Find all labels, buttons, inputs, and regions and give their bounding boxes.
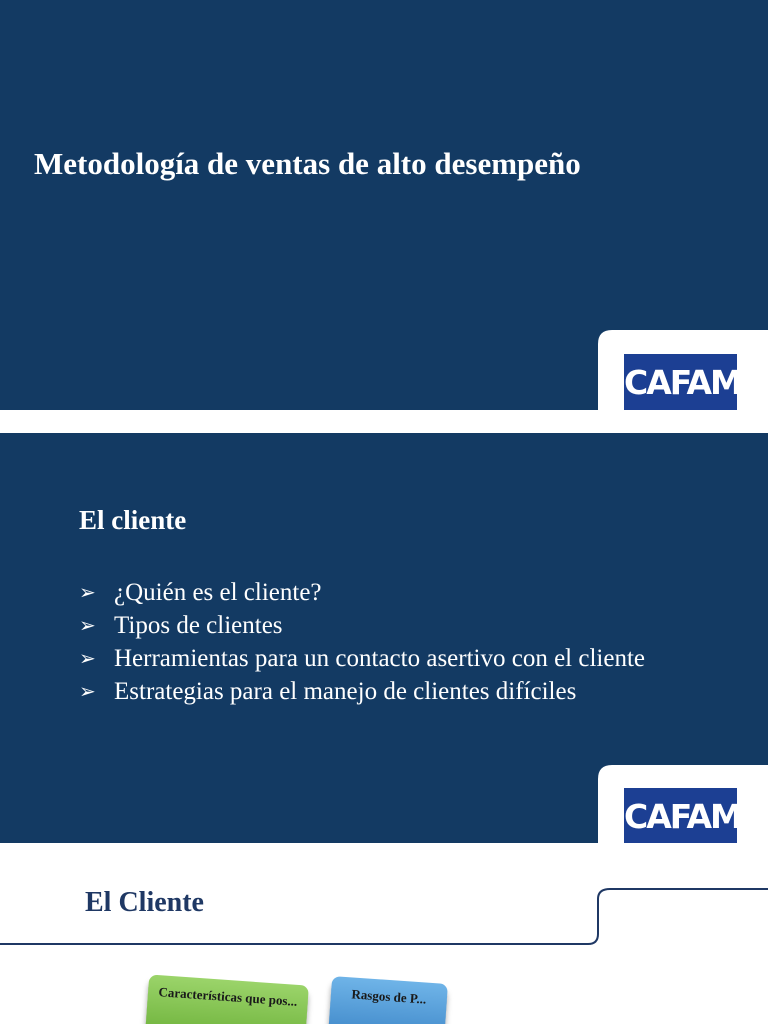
slide-heading: El Cliente — [85, 887, 204, 918]
bullet-item — [79, 642, 699, 675]
bullet-text: Tipos de clientes — [114, 612, 283, 639]
diagram-box-caracteristicas: Características que pos... — [145, 974, 309, 1024]
cafam-logo: CAFAM — [624, 354, 737, 410]
cafam-logo: CAFAM — [624, 788, 737, 843]
bullet-item — [79, 675, 699, 708]
bullet-item — [79, 576, 699, 609]
slide-heading: El cliente — [79, 505, 187, 535]
arrow-bullet-icon: ➢ — [79, 613, 96, 637]
slide-el-cliente-diagram — [0, 843, 768, 1024]
bullet-item — [79, 609, 699, 642]
slide-background — [0, 0, 768, 410]
bullet-text: Herramientas para un contacto asertivo con el cliente — [114, 645, 646, 672]
slide-title-text: Metodología de ventas de alto desempeño — [34, 146, 581, 181]
arrow-bullet-icon: ➢ — [79, 580, 96, 604]
bullet-list — [79, 576, 699, 708]
arrow-bullet-icon: ➢ — [79, 646, 96, 670]
slide-title — [0, 0, 768, 410]
slide-el-cliente — [0, 433, 768, 843]
bullet-text: ¿Quién es el cliente? — [114, 579, 322, 606]
bullet-text: Estrategias para el manejo de clientes difíciles — [114, 678, 577, 705]
diagram-box-rasgos: Rasgos de P... — [328, 976, 448, 1024]
arrow-bullet-icon: ➢ — [79, 679, 96, 703]
